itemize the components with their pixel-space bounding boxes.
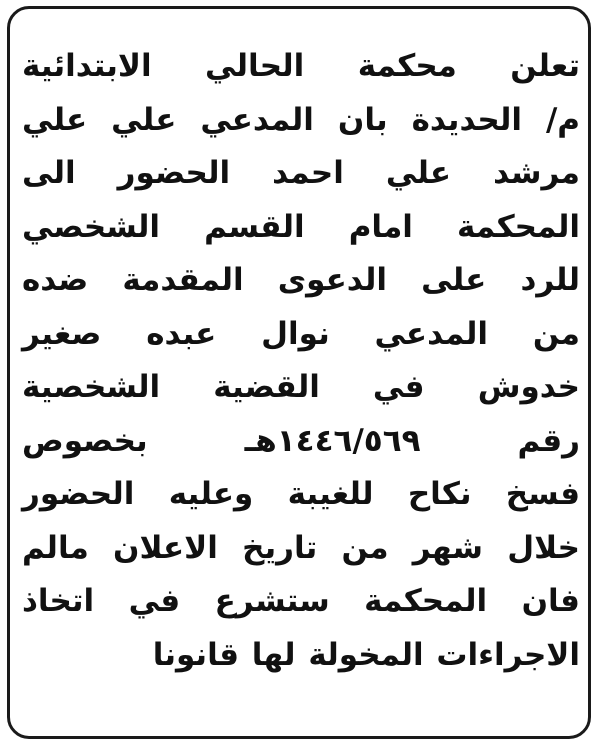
notice-line-3: مرشد علي احمد الحضور الى — [22, 155, 580, 191]
notice-line-5: للرد على الدعوى المقدمة ضده — [22, 262, 580, 298]
notice-line-6: من المدعي نوال عبده صغير — [22, 315, 580, 352]
notice-line-10: خلال شهر من تاريخ الاعلان مالم — [22, 529, 580, 566]
notice-body — [22, 40, 580, 682]
notice-line-4: المحكمة امام القسم الشخصي — [22, 208, 580, 245]
notice-line-7: خدوش في القضية الشخصية — [22, 369, 580, 405]
notice-line-8: رقم ١٤٤٦/٥٦٩هـ بخصوص — [22, 422, 580, 459]
notice-line-11: فان المحكمة ستشرع في اتخاذ — [22, 583, 580, 619]
notice-line-2: م/ الحديدة بان المدعي علي علي — [22, 101, 580, 138]
notice-line-9: فسخ نكاح للغيبة وعليه الحضور — [22, 476, 580, 512]
notice-line-12: الاجراءات المخولة لها قانونا — [152, 636, 580, 673]
notice-line-1: تعلن محكمة الحالي الابتدائية — [22, 48, 580, 84]
